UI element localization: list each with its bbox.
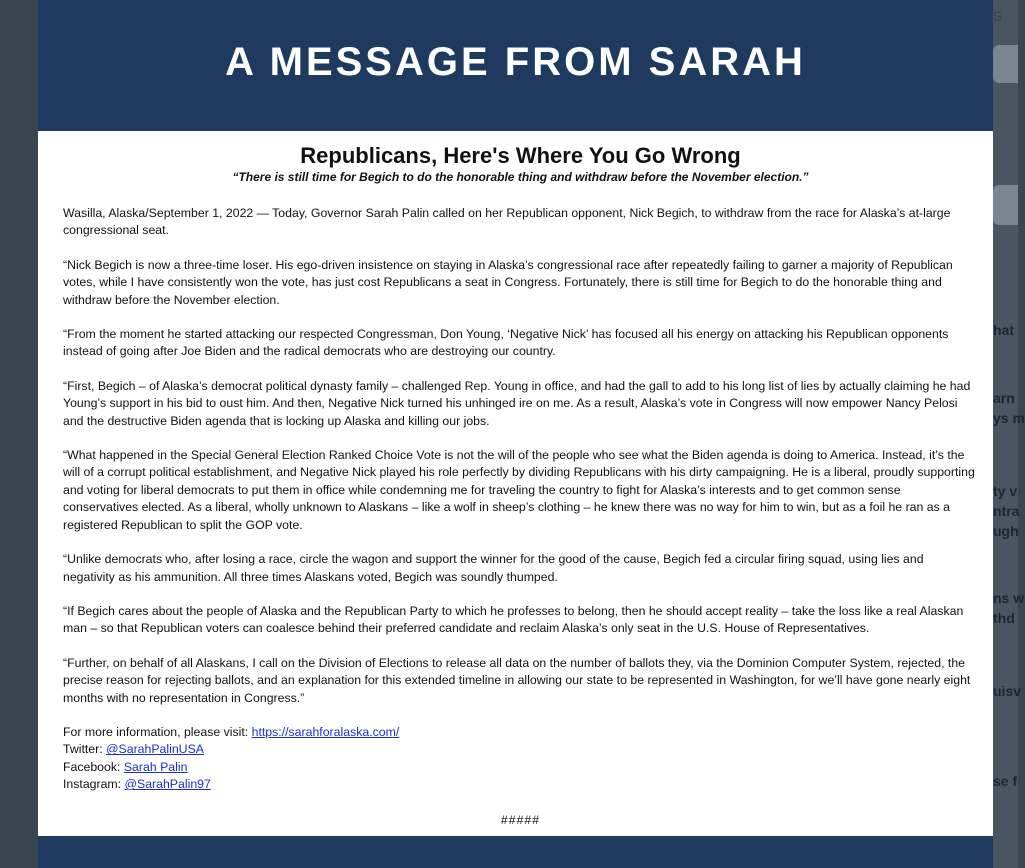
- background-text: ty v: [993, 483, 1018, 499]
- paragraph-dateline: Wasilla, Alaska/September 1, 2022 — Today, Governor Sarah Palin called on her Republican opponent, Nick Begich, to withdraw from the race for Alaska’s at-large congressional seat.: [63, 206, 951, 238]
- website-link[interactable]: https://sarahforalaska.com/: [251, 724, 400, 739]
- modal-header: [38, 0, 993, 131]
- instagram-link[interactable]: @SarahPalin97: [124, 777, 211, 792]
- twitter-line: [63, 741, 978, 758]
- instagram-line: [63, 776, 978, 793]
- paragraph: “Nick Begich is now a three-time loser. His ego-driven insistence on staying in Alaska’s congressional race after repeatedly failing to garner a majority of Republican votes, while I have consistently won the vote, has just cost Republicans a seat in Congress. Fortunately, there is still time for Begich to do the honorable thing and withdraw before the November election.: [63, 257, 953, 307]
- paragraph: “Further, on behalf of all Alaskans, I call on the Division of Elections to release all data on the number of ballots they, via the Dominion Computer System, rejected, the precise reason for rejecting ballots, and an explanation for this extended timeline in allowing our state to be represented in Washington, for we’ll have gone nearly eight months with no representation in Congress.”: [63, 655, 971, 705]
- facebook-link[interactable]: Sarah Palin: [123, 759, 188, 774]
- message-modal: [38, 0, 993, 868]
- background-text: arn: [993, 390, 1015, 406]
- paragraph: “Unlike democrats who, after losing a race, circle the wagon and support the winner for the good of the cause, Begich fed a circular firing squad, using lies and negativity as his ammunition. All three times Alaskans voted, Begich was soundly thumped.: [63, 552, 924, 584]
- paragraph: “If Begich cares about the people of Alaska and the Republican Party to which he professes to belong, then he should accept reality – take the loss like a real Alaskan man – so that Republican voters can coalesce behind their preferred candidate and reclaim Alaska’s only seat in the U.S. House of Representatives.: [63, 603, 964, 636]
- press-release-subheadline: “There is still time for Begich to do the honorable thing and withdraw before the November election.”: [232, 170, 809, 184]
- twitter-label: Twitter:: [63, 742, 107, 757]
- modal-title: A MESSAGE FROM SARAH: [225, 40, 806, 84]
- background-text: uisv: [993, 683, 1022, 699]
- background-text: ys m: [993, 410, 1025, 426]
- background-text: ntra: [993, 503, 1020, 519]
- background-text: S: [993, 8, 1003, 24]
- instagram-label: Instagram:: [63, 777, 125, 792]
- paragraph: “From the moment he started attacking our respected Congressman, Don Young, ‘Negative Nick’ has focused all his energy on attacking his Republican opponents instead of going after Joe Biden and the radical democrats who are destroying our country.: [63, 327, 949, 359]
- background-text: ns w: [993, 590, 1025, 606]
- facebook-label: Facebook:: [63, 759, 124, 774]
- contact-info-line: [63, 724, 978, 741]
- press-release-headline: Republicans, Here's Where You Go Wrong: [300, 143, 741, 168]
- paragraph: “First, Begich – of Alaska’s democrat political dynasty family – challenged Rep. Young in office, and had the gall to add to his long list of lies by actually claiming he had Young’s support in his bid to oust him. And then, Negative Nick turned his unhinged ire on me. As a result, Alaska’s vote in Congress will now empower Nancy Pelosi and the destructive Biden agenda that is locking up Alaska and killing our jobs.: [63, 378, 971, 428]
- end-mark: #####: [500, 812, 541, 827]
- background-text: thd: [993, 610, 1015, 626]
- background-image: [993, 185, 1018, 225]
- paragraph: “What happened in the Special General Election Ranked Choice Vote is not the will of the people who see what the Biden agenda is doing to America. Instead, it’s the will of a corrupt political establishment, and Negative Nick played his role perfectly by dividing Republicans with his dirty campaigning. He is a liberal, proudly supporting and voting for liberal democrats to put them in office while condemning me for traveling the country to fight for Alaska’s interests and to get common sense conservatives elected. As a liberal, wholly unknown to Alaskans – like a wolf in sheep’s clothing – he knew there was no way for him to win, but as a foil he ran as a registered Republican to split the GOP vote.: [63, 448, 975, 532]
- twitter-link[interactable]: @SarahPalinUSA: [106, 742, 204, 757]
- background-text: ugh: [993, 523, 1019, 539]
- facebook-line: [63, 759, 978, 776]
- background-page: [993, 0, 1025, 868]
- background-text: se f: [993, 773, 1018, 789]
- background-image: [993, 45, 1018, 83]
- info-label: For more information, please visit:: [63, 724, 252, 739]
- background-text: hat: [993, 322, 1014, 338]
- press-release: [38, 131, 993, 836]
